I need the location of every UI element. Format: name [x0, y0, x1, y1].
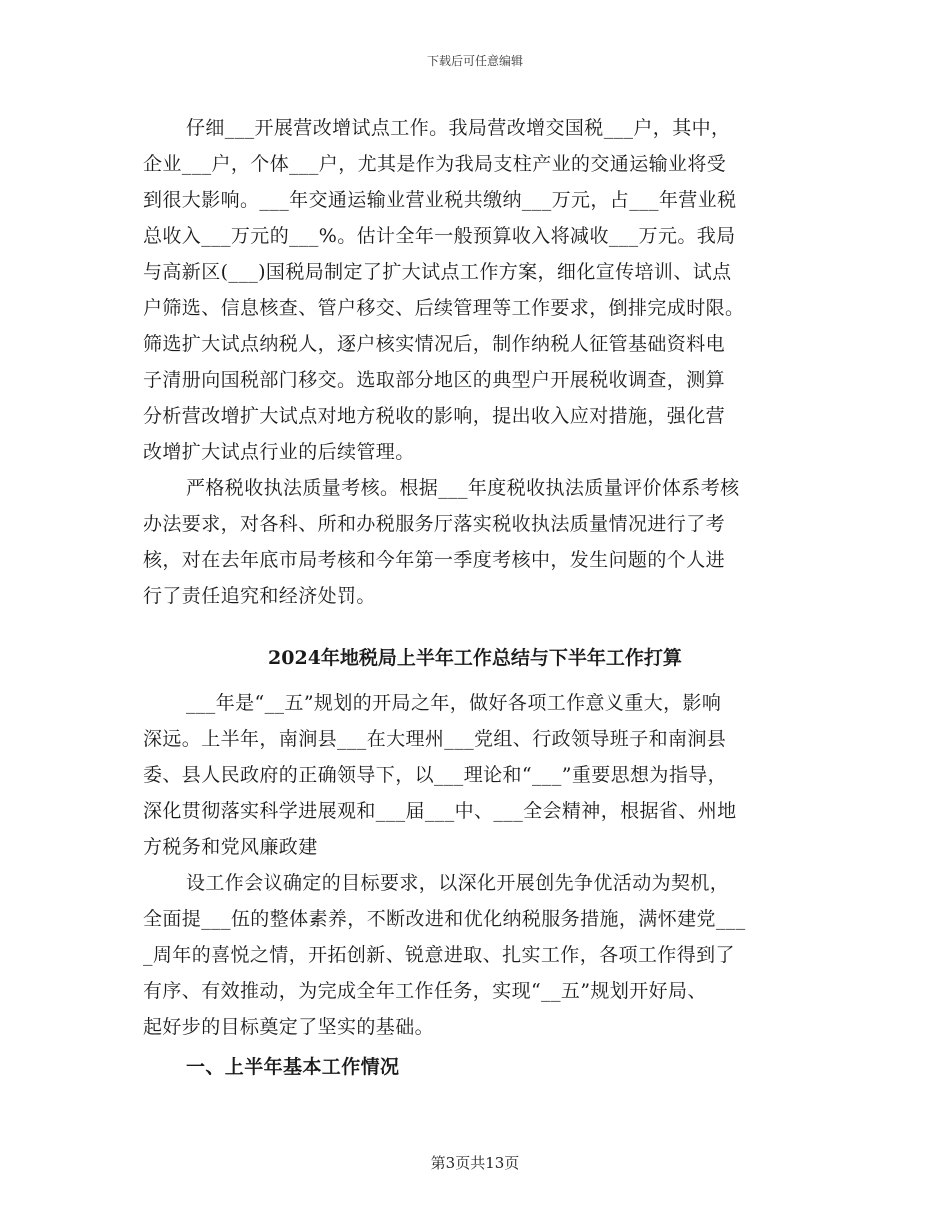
text-line: _周年的喜悦之情，开拓创新、锐意进取、扎实工作，各项工作得到了 — [143, 944, 735, 966]
text-line: 改增扩大试点行业的后续管理。 — [143, 441, 415, 463]
text-line: 户筛选、信息核查、管户移交、后续管理等工作要求，倒排完成时限。 — [143, 297, 745, 319]
text-line: 子清册向国税部门移交。选取部分地区的典型户开展税收调查，测算 — [143, 369, 726, 391]
body-text-bottom — [143, 685, 808, 1085]
text-line: 筛选扩大试点纳税人，逐户核实情况后，制作纳税人征管基础资料电 — [143, 333, 726, 355]
page-header: 下载后可任意编辑 — [426, 54, 523, 68]
text-line: 总收入___万元的___%。估计全年一般预算收入将减收___万元。我局 — [143, 225, 736, 247]
paragraph-law-enforcement — [143, 470, 808, 614]
text-line: 行了责任追究和经济处罚。 — [143, 585, 376, 607]
text-line: 有序、有效推动，为完成全年工作任务，实现“__五”规划开好局、 — [143, 980, 707, 1002]
text-line: 全面提___伍的整体素养，不断改进和优化纳税服务措施，满怀建党___ — [143, 908, 746, 930]
body-text-top — [143, 110, 808, 614]
text-line: 委、县人民政府的正确领导下，以___理论和“___”重要思想为指导， — [143, 764, 728, 786]
text-line: 仔细___开展营改增试点工作。我局营改增交国税___户，其中， — [186, 117, 731, 139]
paragraph-pilot-work — [143, 110, 808, 470]
document-title: 2024年地税局上半年工作总结与下半年工作打算 — [268, 647, 682, 669]
text-line: 到很大影响。___年交通运输业营业税共缴纳___万元，占___年营业税 — [143, 189, 737, 211]
text-line: 方税务和党风廉政建 — [143, 836, 318, 858]
paragraph-goals — [143, 865, 808, 1045]
page-footer: 第3页共13页 — [430, 1154, 520, 1172]
text-line: 与高新区(___)国税局制定了扩大试点工作方案，细化宣传培训、试点 — [143, 261, 732, 283]
text-line: 办法要求，对各科、所和办税服务厅落实税收执法质量情况进行了考 — [143, 513, 726, 535]
text-line: 设工作会议确定的目标要求，以深化开展创先争优活动为契机， — [186, 872, 730, 894]
text-line: ___年是“__五”规划的开局之年，做好各项工作意义重大，影响 — [186, 692, 722, 714]
text-line: 深远。上半年，南涧县___在大理州___党组、行政领导班子和南涧县 — [143, 728, 727, 750]
section-heading: 一、上半年基本工作情况 — [186, 1056, 400, 1078]
text-line: 深化贯彻落实科学进展观和___届___中、___全会精神，根据省、州地 — [143, 800, 737, 822]
text-line: 核，对在去年底市局考核和今年第一季度考核中，发生问题的个人进 — [143, 549, 726, 571]
text-line: 企业___户，个体___户，尤其是作为我局支柱产业的交通运输业将受 — [143, 153, 727, 175]
text-line: 起好步的目标奠定了坚实的基础。 — [143, 1016, 435, 1038]
text-line: 严格税收执法质量考核。根据___年度税收执法质量评价体系考核 — [186, 477, 740, 499]
text-line: 分析营改增扩大试点对地方税收的影响，提出收入应对措施，强化营 — [143, 405, 726, 427]
paragraph-overview — [143, 685, 808, 865]
